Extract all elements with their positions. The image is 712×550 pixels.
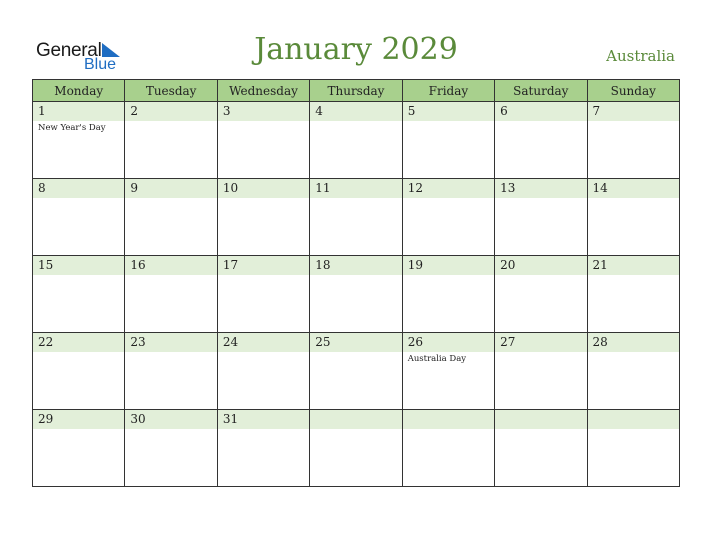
day-number: 7 bbox=[588, 102, 679, 121]
day-cell bbox=[217, 410, 309, 487]
day-number: 17 bbox=[218, 256, 309, 275]
day-number: 2 bbox=[125, 102, 216, 121]
week-row bbox=[33, 256, 680, 333]
day-number: 1 bbox=[33, 102, 124, 121]
day-cell bbox=[310, 102, 402, 179]
day-cell bbox=[125, 410, 217, 487]
day-cell bbox=[495, 179, 587, 256]
day-number: 9 bbox=[125, 179, 216, 198]
day-number: 31 bbox=[218, 410, 309, 429]
day-cell bbox=[402, 410, 494, 487]
day-cell bbox=[402, 179, 494, 256]
day-cell bbox=[495, 102, 587, 179]
weekday-header: Thursday bbox=[310, 80, 402, 102]
weekday-header: Sunday bbox=[587, 80, 679, 102]
day-number: 21 bbox=[588, 256, 679, 275]
day-number: 5 bbox=[403, 102, 494, 121]
day-number: 8 bbox=[33, 179, 124, 198]
day-number: 18 bbox=[310, 256, 401, 275]
day-number: 15 bbox=[33, 256, 124, 275]
day-number bbox=[403, 410, 494, 429]
day-number: 19 bbox=[403, 256, 494, 275]
day-number: 23 bbox=[125, 333, 216, 352]
week-row bbox=[33, 179, 680, 256]
day-cell bbox=[33, 256, 125, 333]
day-number bbox=[588, 410, 679, 429]
weekday-header: Monday bbox=[33, 80, 125, 102]
day-cell bbox=[310, 410, 402, 487]
day-number: 4 bbox=[310, 102, 401, 121]
weekday-header: Friday bbox=[402, 80, 494, 102]
day-cell bbox=[495, 410, 587, 487]
day-cell bbox=[217, 102, 309, 179]
day-cell bbox=[310, 333, 402, 410]
day-number: 30 bbox=[125, 410, 216, 429]
day-number: 25 bbox=[310, 333, 401, 352]
day-number: 13 bbox=[495, 179, 586, 198]
day-cell bbox=[33, 102, 125, 179]
day-cell bbox=[402, 333, 494, 410]
week-row bbox=[33, 333, 680, 410]
day-cell bbox=[125, 333, 217, 410]
day-cell bbox=[217, 179, 309, 256]
day-cell bbox=[587, 179, 679, 256]
calendar-title: January 2029 bbox=[254, 32, 458, 67]
day-number: 11 bbox=[310, 179, 401, 198]
day-cell bbox=[125, 102, 217, 179]
calendar-grid bbox=[32, 79, 680, 487]
day-number: 29 bbox=[33, 410, 124, 429]
holiday-label: New Year's Day bbox=[38, 123, 106, 133]
day-cell bbox=[125, 256, 217, 333]
week-row bbox=[33, 102, 680, 179]
logo-word-blue: Blue bbox=[84, 56, 117, 73]
day-number bbox=[310, 410, 401, 429]
day-number: 20 bbox=[495, 256, 586, 275]
day-number: 14 bbox=[588, 179, 679, 198]
day-number: 22 bbox=[33, 333, 124, 352]
day-number: 6 bbox=[495, 102, 586, 121]
day-cell bbox=[33, 179, 125, 256]
day-cell bbox=[33, 410, 125, 487]
day-number: 28 bbox=[588, 333, 679, 352]
day-cell bbox=[125, 179, 217, 256]
day-number: 26 bbox=[403, 333, 494, 352]
day-cell bbox=[217, 256, 309, 333]
day-number bbox=[495, 410, 586, 429]
day-cell bbox=[495, 333, 587, 410]
day-number: 10 bbox=[218, 179, 309, 198]
weekday-header: Wednesday bbox=[217, 80, 309, 102]
day-cell bbox=[587, 333, 679, 410]
day-cell bbox=[217, 333, 309, 410]
day-cell bbox=[402, 256, 494, 333]
day-cell bbox=[310, 179, 402, 256]
day-cell bbox=[310, 256, 402, 333]
day-number: 12 bbox=[403, 179, 494, 198]
day-cell bbox=[495, 256, 587, 333]
week-row bbox=[33, 410, 680, 487]
day-number: 27 bbox=[495, 333, 586, 352]
weekday-header: Tuesday bbox=[125, 80, 217, 102]
day-cell bbox=[587, 256, 679, 333]
weekday-header: Saturday bbox=[495, 80, 587, 102]
day-number: 3 bbox=[218, 102, 309, 121]
day-cell bbox=[587, 410, 679, 487]
weekday-header-row bbox=[33, 80, 680, 102]
day-cell bbox=[402, 102, 494, 179]
day-cell bbox=[33, 333, 125, 410]
day-number: 16 bbox=[125, 256, 216, 275]
day-cell bbox=[587, 102, 679, 179]
country-label: Australia bbox=[606, 47, 675, 65]
day-number: 24 bbox=[218, 333, 309, 352]
logo-word-general: General bbox=[36, 40, 102, 61]
holiday-label: Australia Day bbox=[407, 354, 467, 364]
